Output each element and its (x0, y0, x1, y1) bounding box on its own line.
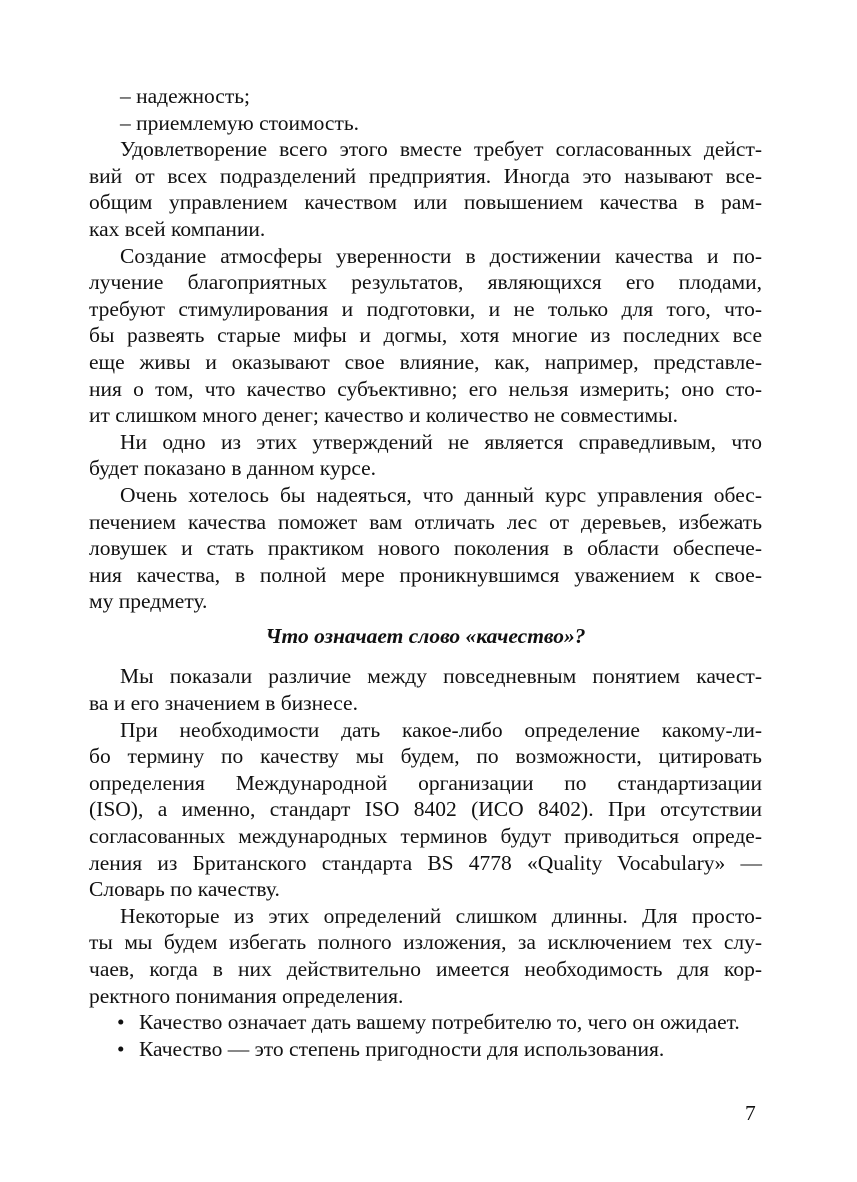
text-line: ния о том, что качество субъективно; его нельзя измерить; оно сто- (89, 376, 762, 401)
text-line: согласованных международных терминов будут приводиться опреде- (89, 824, 762, 849)
text-line: Некоторые из этих определений слишком длинны. Для просто- (120, 903, 762, 928)
text-line: будет показано в данном курсе. (89, 456, 377, 481)
text-line: му предмету. (89, 589, 208, 614)
text-line: вий от всех подразделений предприятия. Иногда это называют все- (89, 163, 762, 188)
text-line: требуют стимулирования и подготовки, и не только для того, что- (89, 296, 762, 321)
text-line: – надежность; (120, 84, 251, 108)
text-line: чаев, когда в них действительно имеется необходимость для кор- (89, 957, 762, 981)
text-line: общим управлением качеством или повышением качества в рам- (89, 190, 762, 215)
text-line: ректного понимания определения. (89, 983, 404, 1008)
text-line: ках всей компании. (89, 216, 266, 241)
text-line: – приемлемую стоимость. (120, 110, 360, 135)
text-line: Мы показали различие между повседневным понятием качест- (120, 664, 762, 689)
text-line: бы развеять старые мифы и догмы, хотя многие из последних все (89, 323, 762, 348)
text-line: Удовлетворение всего этого вместе требует согласованных дейст- (120, 137, 762, 162)
text-line: Создание атмосферы уверенности в достижении качества и по- (120, 243, 762, 268)
text-line: Очень хотелось бы надеяться, что данный курс управления обес- (120, 482, 762, 507)
text-line: ловушек и стать практиком нового поколения в области обеспече- (89, 536, 762, 561)
bullet-icon: • (117, 1010, 125, 1035)
text-line: ты мы будем избегать полного изложения, за исключением тех слу- (89, 930, 762, 955)
bullet-text: Качество означает дать вашему потребителю то, чего он ожидает. (139, 1010, 740, 1035)
text-line: (ISO), а именно, стандарт ISO 8402 (ИСО 8402). При отсутствии (89, 797, 762, 822)
text-line: ит слишком много денег; качество и количество не совместимы. (89, 403, 678, 428)
text-line: Ни одно из этих утверждений не является справедливым, что (120, 429, 762, 454)
text-line: ва и его значением в бизнесе. (89, 691, 358, 716)
text-line: печением качества поможет вам отличать лес от деревьев, избежать (89, 509, 762, 534)
bullet-item (89, 1009, 762, 1036)
text-line: При необходимости дать какое-либо определение какому-ли- (120, 717, 762, 742)
bullet-icon: • (117, 1036, 125, 1061)
text-line: лучение благоприятных результатов, являющихся его плодами, (89, 270, 762, 295)
text-line: ния качества, в полной мере проникнувшимся уважением к свое- (89, 562, 762, 587)
page-body (89, 83, 762, 1062)
section-heading: Что означает слово «качество»? (265, 623, 586, 648)
text-line: определения Международной организации по стандартизации (89, 770, 762, 795)
page-number: 7 (745, 1101, 756, 1125)
bullet-item (89, 1036, 762, 1063)
text-line: еще живы и оказывают свое влияние, как, например, представле- (89, 349, 762, 374)
text-line: Словарь по качеству. (89, 877, 280, 902)
bullet-text: Качество — это степень пригодности для использования. (139, 1036, 665, 1061)
text-line: ления из Британского стандарта BS 4778 «Quality Vocabulary» — (89, 850, 762, 875)
text-line: бо термину по качеству мы будем, по возможности, цитировать (89, 744, 762, 769)
